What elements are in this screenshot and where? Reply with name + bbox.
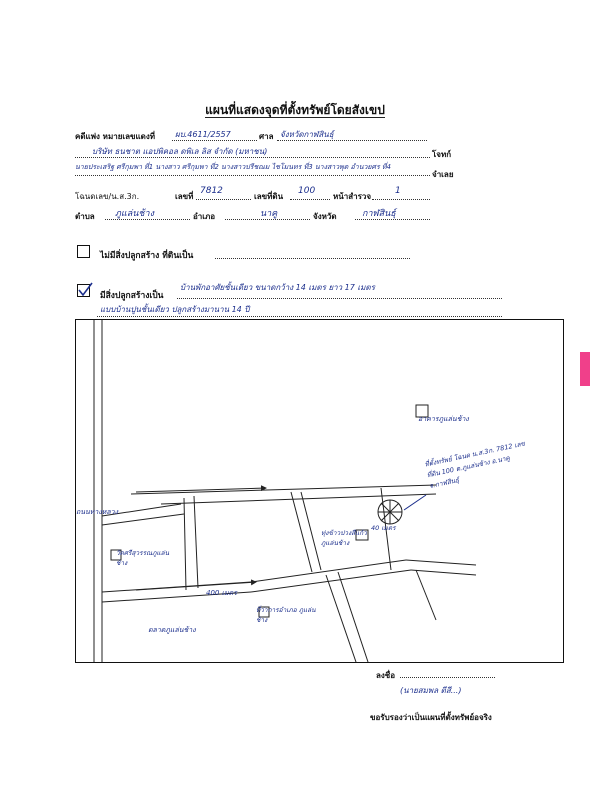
parcel-value[interactable]: 100 bbox=[298, 186, 316, 196]
building-label: มีสิ่งปลูกสร้างเป็น bbox=[100, 291, 164, 301]
parcel-dotline bbox=[290, 199, 330, 200]
survey-label: หน้าสำรวจ bbox=[333, 192, 372, 201]
survey-dotline bbox=[372, 199, 430, 200]
plaintiff-label: โจทก์ bbox=[432, 150, 452, 159]
tambon-dotline bbox=[105, 219, 190, 220]
number-label: เลขที่ bbox=[175, 192, 194, 201]
building-dotline-2 bbox=[97, 316, 502, 317]
defendant-value[interactable]: นายประเสริฐ ศรีกุมพา ที่1 นางสาว ศรีกุมพา ที่2 นางสาวปรีชณม ไชโมนทร ที่3 นางสาวพุด อำนวยศร ที่4 bbox=[75, 163, 392, 171]
deed-value[interactable]: ผบ.4611/2557 bbox=[175, 130, 231, 139]
page-tab-marker bbox=[580, 352, 590, 386]
court-dotline bbox=[277, 140, 427, 141]
court-value[interactable]: จังหวัดกาฬสินธุ์ bbox=[280, 130, 334, 139]
tambon-value[interactable]: ภูแล่นช้าง bbox=[115, 209, 154, 219]
building-value-line1[interactable]: บ้านพักอาศัยชั้นเดียว ขนาดกว้าง 14 เมตร ยาว 17 เมตร bbox=[180, 283, 375, 292]
court-label: ศาล bbox=[259, 132, 274, 141]
signer-name: (นายสมพล ตีสี...) bbox=[400, 686, 462, 695]
center-label: ทุ่งข้าวปวงสีแก้ว ภูแล่นช้าง bbox=[321, 529, 367, 547]
plaintiff-dotline bbox=[75, 157, 430, 158]
building-dotline-1 bbox=[177, 298, 502, 299]
number-dotline bbox=[196, 199, 251, 200]
checkmark-icon bbox=[76, 281, 94, 299]
province-label: จังหวัด bbox=[313, 212, 337, 221]
province-value[interactable]: กาฬสินธุ์ bbox=[362, 209, 396, 219]
distance-label: 400 เมตร bbox=[206, 589, 237, 597]
sign-label: ลงชื่อ bbox=[376, 671, 396, 680]
no-building-dotline bbox=[215, 258, 410, 259]
defendant-dotline bbox=[75, 175, 430, 176]
tambon-label: ตำบล bbox=[75, 212, 95, 221]
plaintiff-value[interactable]: บริษัท ธนชาต แอปพิคอล ดพิเล ลิส จำกัด (มหาชน) bbox=[92, 147, 268, 156]
road-left-label: ถนนทางหลวง bbox=[76, 508, 119, 516]
small-distance-label: 40 เมตร bbox=[371, 524, 396, 532]
page-title: แผนที่แสดงจุดที่ตั้งทรัพย์โดยสังเขป bbox=[205, 103, 385, 117]
title-underline bbox=[205, 117, 385, 118]
location-map bbox=[75, 319, 564, 663]
temple-label: วัดศรีสุวรรณภูแล่นช้าง bbox=[116, 549, 170, 567]
land-label: โฉนดเลข/น.ส.3ก. bbox=[75, 192, 140, 201]
no-building-checkbox[interactable] bbox=[77, 245, 90, 258]
market-label: ตลาดภูแล่นช้าง bbox=[148, 626, 196, 634]
deed-dotline bbox=[172, 140, 257, 141]
property-label: ที่ตั้งทรัพย์ โฉนด น.ส.3ก. 7812 เลขที่ดิน 100 ต.ภูแล่นช้าง อ.นาคู จ.กาฬสินธุ์ bbox=[423, 439, 526, 491]
office-label: ที่ว่าการอำเภอ ภูแล่นช้าง bbox=[256, 606, 316, 624]
survey-value[interactable]: 1 bbox=[395, 186, 401, 196]
no-building-label: ไม่มีสิ่งปลูกสร้าง ที่ดินเป็น bbox=[100, 251, 194, 261]
amphoe-value[interactable]: นาคู bbox=[260, 209, 278, 219]
amphoe-label: อำเภอ bbox=[193, 212, 216, 221]
building-value-line2[interactable]: แบบบ้านปูนชั้นเดียว ปลูกสร้างมานาน 14 ปี bbox=[100, 305, 250, 314]
school-label: อาคารภูแล่นช้าง bbox=[418, 415, 469, 423]
sign-dotline bbox=[400, 677, 495, 678]
defendant-label: จำเลย bbox=[432, 170, 454, 179]
province-dotline bbox=[355, 219, 430, 220]
number-value[interactable]: 7812 bbox=[200, 186, 223, 196]
footer-certify: ขอรับรองว่าเป็นแผนที่ตั้งทรัพย์อจริง bbox=[370, 713, 492, 722]
parcel-label: เลขที่ดิน bbox=[254, 192, 284, 201]
deed-label: คดีแพ่ง หมายเลขแดงที่ bbox=[75, 132, 156, 141]
amphoe-dotline bbox=[225, 219, 310, 220]
